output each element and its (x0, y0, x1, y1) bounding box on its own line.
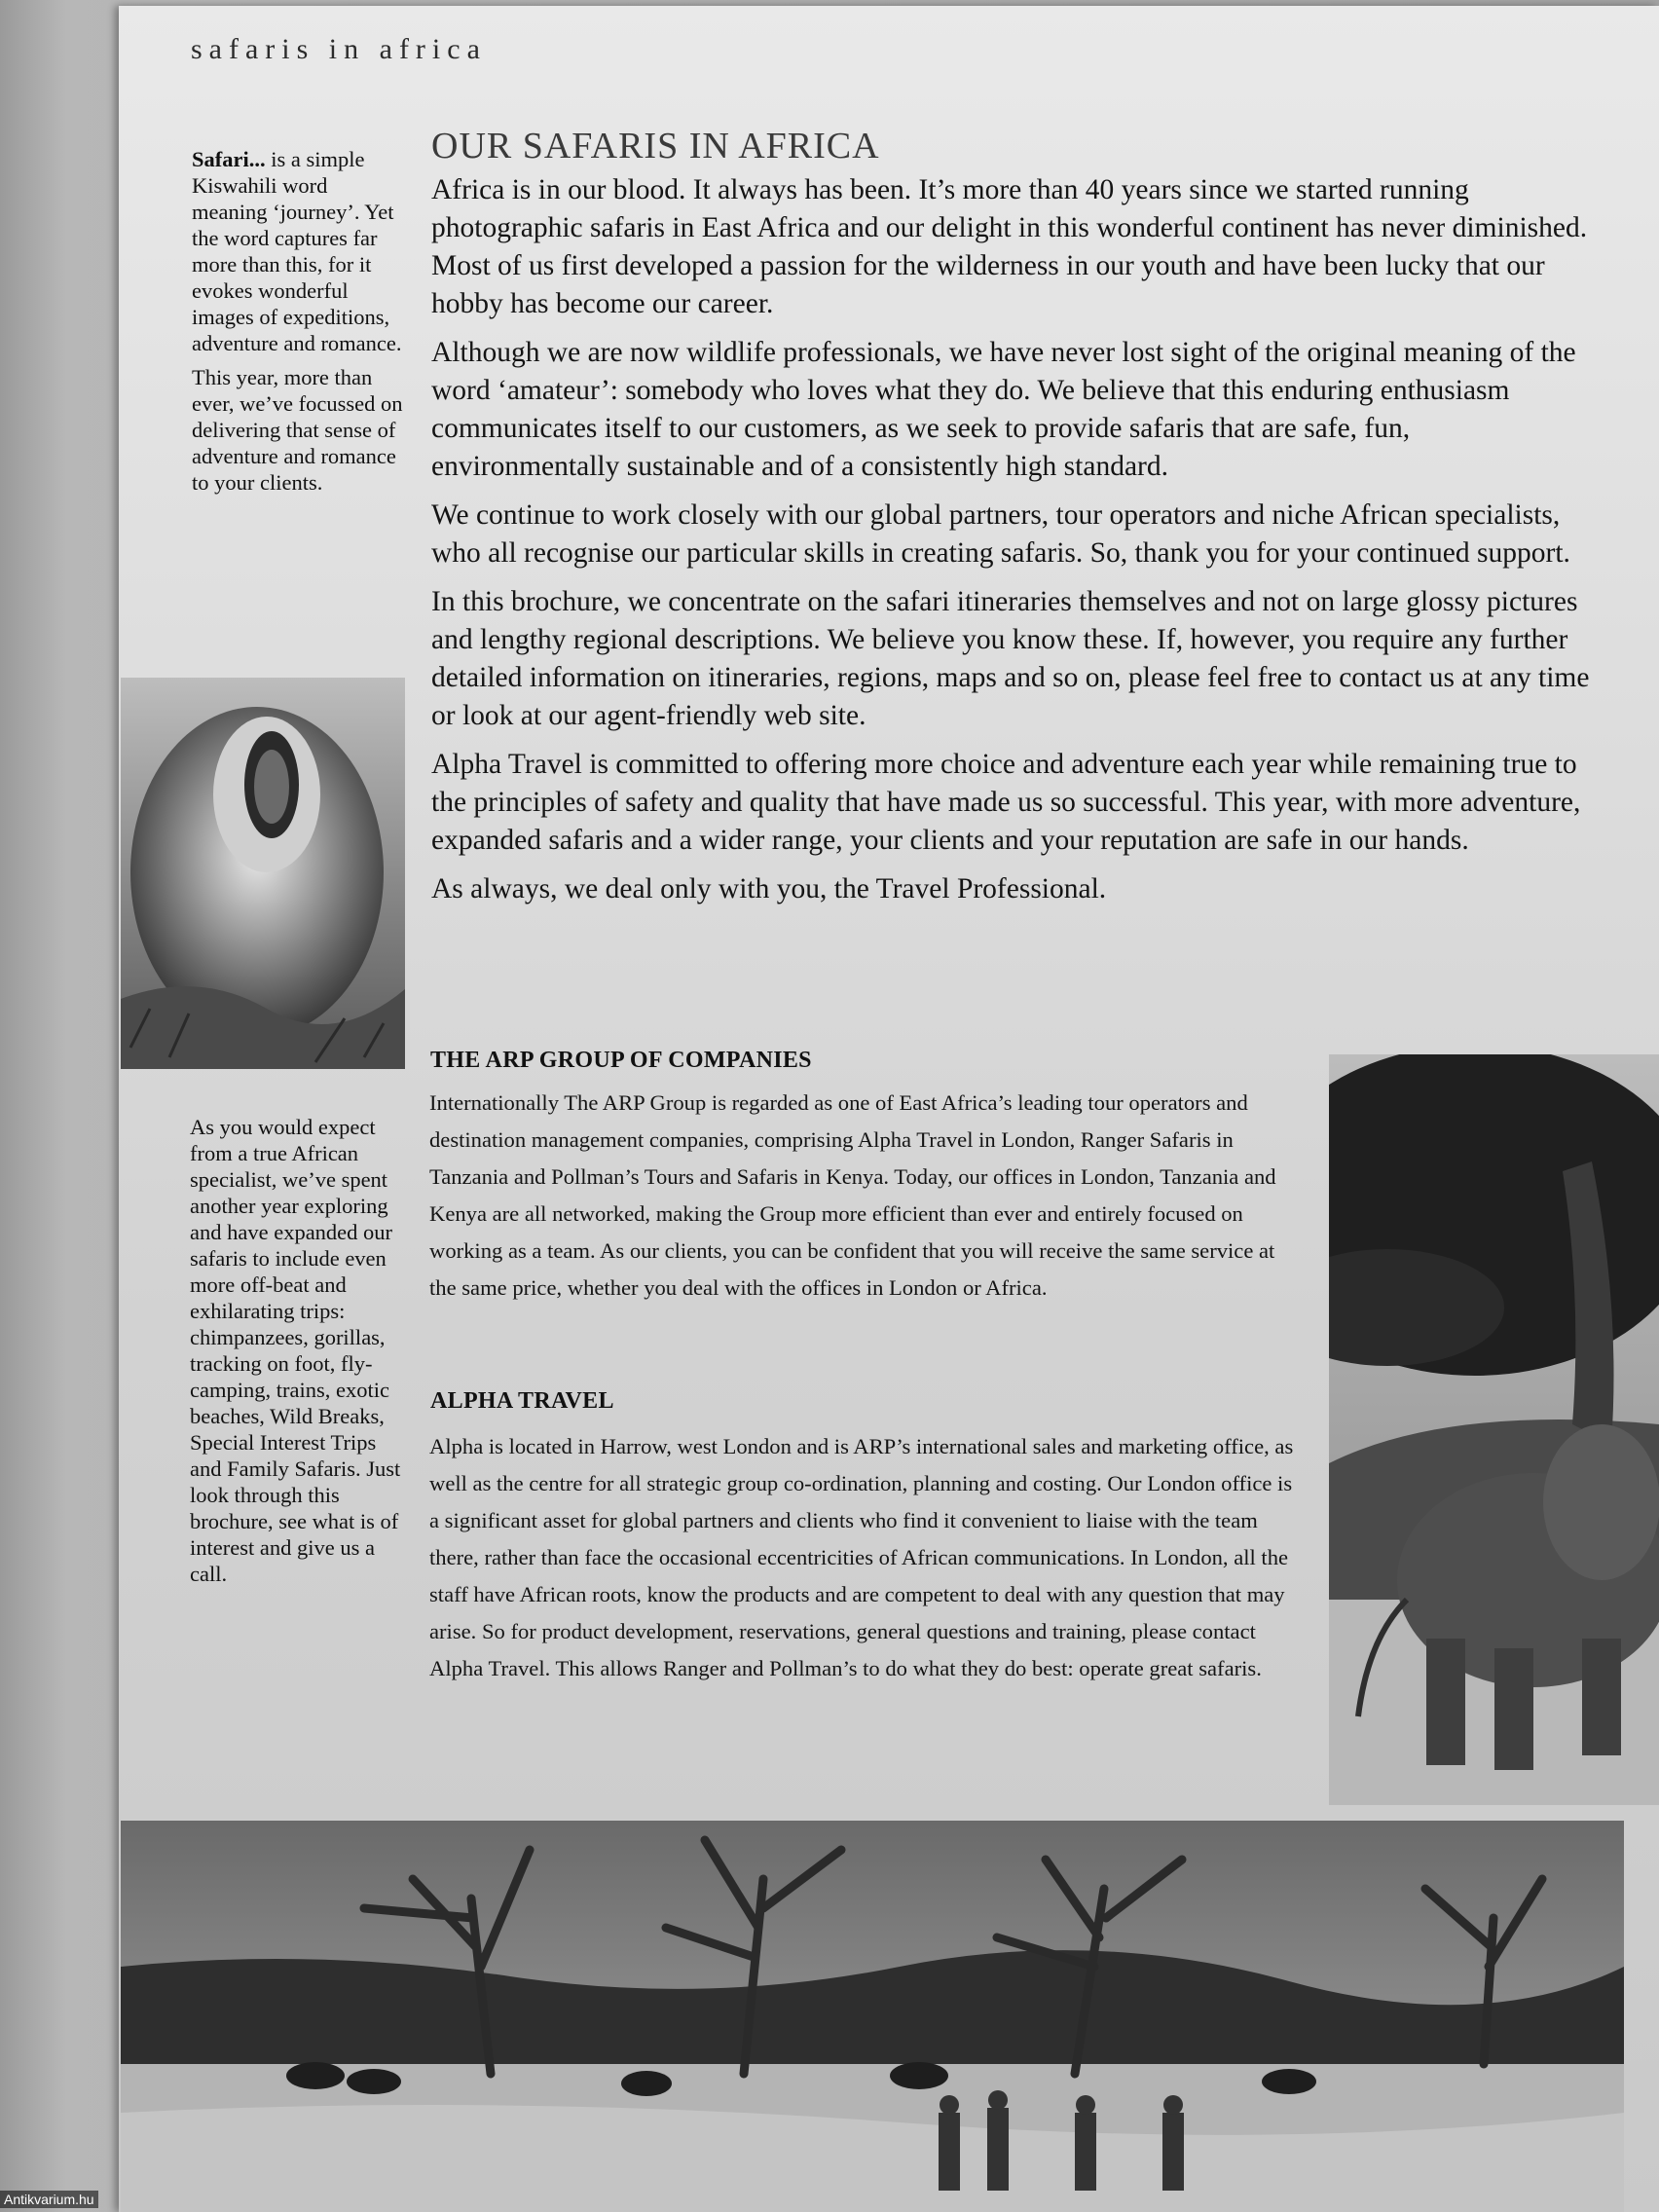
sidebar-intro-second: This year, more than ever, we’ve focussed on delivering that sense of adventure and romance to your clients. (192, 365, 403, 495)
watermark-label: Antikvarium.hu (0, 2191, 98, 2208)
page-title: OUR SAFARIS IN AFRICA (431, 126, 880, 166)
sidebar-specialist-paragraph: As you would expect from a true African specialist, we’ve spent another year exploring and have expanded our safaris to include even more off-beat and exhilarating trips: chimpanzees, gorillas, tracking on foot, fly-camping, trains, exotic beaches, Wild Breaks, Special Interest Trips and Family Safaris. Just look through this brochure, see what is of interest and give us a call. (190, 1115, 401, 1586)
alpha-paragraph: Alpha is located in Harrow, west London and is ARP’s international sales and marketing office, as well as the centre for all strategic group co-ordination, planning and costing. Our London office is a significant asset for global partners and clients who find it convenient to liaise with the team there, rather than face the occasional eccentricities of African communications. In London, all the staff have African roots, know the products and are competent to deal with any question that may arise. So for product development, reservations, general questions and training, please contact Alpha Travel. This allows Ranger and Pollman’s to do what they do best: operate great safaris. (429, 1434, 1294, 1680)
intro-text (431, 171, 1600, 919)
intro-paragraph-6: As always, we deal only with you, the Travel Professional. (431, 873, 1107, 904)
arp-body (429, 1085, 1296, 1307)
intro-paragraph-4: In this brochure, we concentrate on the safari itineraries themselves and not on large glossy pictures and lengthy regional descriptions. We believe you know these. If, however, you require any further detailed information on itineraries, regions, maps and so on, please feel free to contact us at any time or look at our agent-friendly web site. (431, 586, 1590, 731)
intro-paragraph-3: We continue to work closely with our global partners, tour operators and niche African specialists, who all recognise our particular skills in creating safaris. So, thank you for your continued support. (431, 499, 1570, 569)
sidebar-intro (192, 146, 408, 503)
sidebar-intro-lead: Safari... (192, 147, 266, 171)
sidebar-specialist-text (190, 1114, 406, 1595)
lion-photo (121, 678, 405, 1069)
running-head: safaris in africa (191, 33, 487, 65)
sidebar-intro-paragraph (192, 146, 408, 356)
arp-paragraph: Internationally The ARP Group is regarded as one of East Africa’s leading tour operators and destination management companies, comprising Alpha Travel in London, Ranger Safaris in Tanzania and Pollman’s Tours and Safaris in Kenya. Today, our offices in London, Tanzania and Kenya are all networked, making the Group more efficient than ever and entirely focused on working as a team. As our clients, you can be confident that you will receive the same service at the same price, whether you deal with the offices in London or Africa. (429, 1090, 1276, 1300)
intro-paragraph-1: Africa is in our blood. It always has been. It’s more than 40 years since we started running photographic safaris in East Africa and our delight in this wonderful continent has never diminished. Most of us first developed a passion for the wilderness in our youth and have been lucky that our hobby has become our career. (431, 174, 1588, 319)
intro-paragraph-5: Alpha Travel is committed to offering more choice and adventure each year while remaining true to the principles of safety and quality that have made us so successful. This year, with more adventure, expanded safaris and a wider range, your clients and your reputation are safe in our hands. (431, 749, 1581, 856)
savanna-walk-photo (121, 1821, 1624, 2212)
alpha-heading: ALPHA TRAVEL (430, 1388, 614, 1414)
sidebar-intro-text: is a simple Kiswahili word meaning ‘journey’. Yet the word captures far more than this, for it evokes wonderful images of expeditions, adventure and romance. (192, 147, 402, 355)
alpha-body (429, 1428, 1296, 1687)
arp-heading: THE ARP GROUP OF COMPANIES (430, 1048, 812, 1073)
intro-paragraph-2: Although we are now wildlife professionals, we have never lost sight of the original meaning of the word ‘amateur’: somebody who loves what they do. We believe that this enduring enthusiasm communicates itself to our customers, as we seek to provide safaris that are safe, fun, environmentally sustainable and of a consistently high standard. (431, 337, 1576, 482)
elephant-photo (1329, 1054, 1659, 1805)
